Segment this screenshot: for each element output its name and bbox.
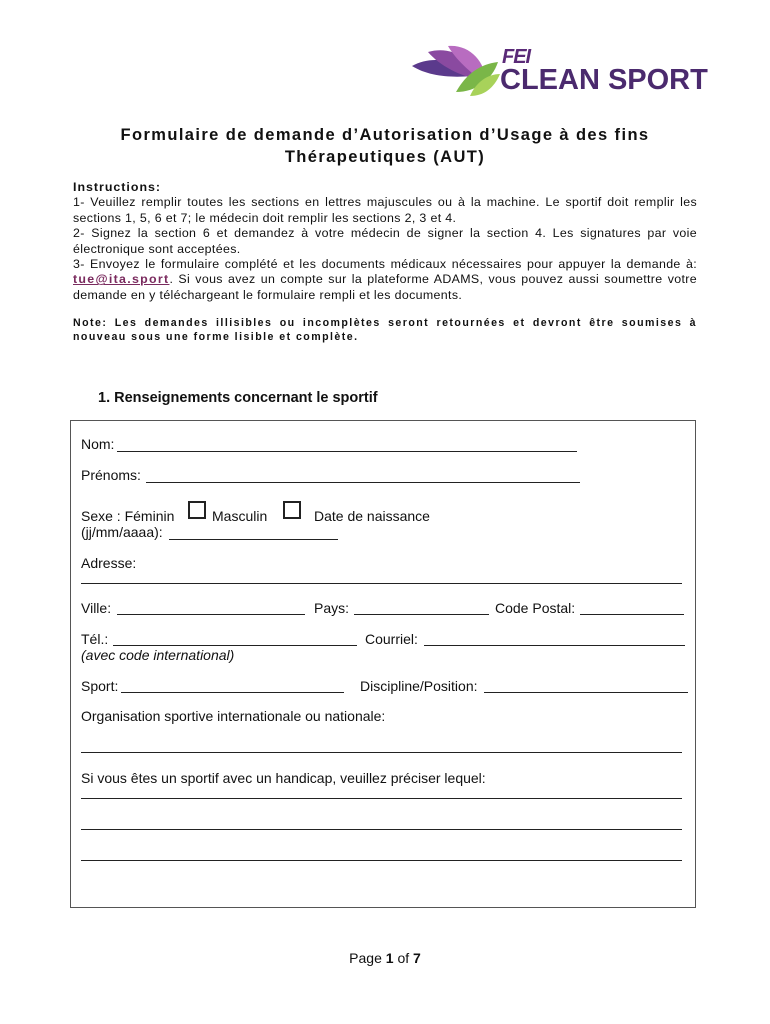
instructions — [73, 180, 697, 303]
instruction-item-3-text-after: . Si vous avez un compte sur la plateforme ADAMS, vous pouvez aussi soumettre votre demande en y téléchargeant le formulaire rempli et les documents. — [73, 272, 697, 302]
pays-field[interactable] — [354, 614, 489, 615]
code-postal-label: Code Postal: — [495, 600, 576, 616]
note-text: Note: Les demandes illisibles ou incomplètes seront retournées et devront être soumises à nouveau sous une forme lisible et complète. — [73, 317, 697, 343]
page-label: Page — [349, 950, 382, 966]
courriel-field[interactable] — [424, 645, 685, 646]
instruction-item-2: 2- Signez la section 6 et demandez à votre médecin de signer la section 4. Les signatures par voie électronique sont acceptées. — [73, 226, 697, 256]
page-total: 7 — [413, 950, 421, 966]
tel-field[interactable] — [113, 645, 357, 646]
prenoms-label: Prénoms: — [81, 467, 141, 483]
feminin-checkbox[interactable] — [188, 501, 206, 519]
sexe-feminin-label: Sexe : Féminin — [81, 508, 175, 524]
form-title-line1: Formulaire de demande d’Autorisation d’Usage à des fins — [120, 126, 650, 144]
date-naissance-field[interactable] — [169, 539, 338, 540]
handicap-label: Si vous êtes un sportif avec un handicap, veuillez préciser lequel: — [81, 770, 486, 786]
organisation-label: Organisation sportive internationale ou nationale: — [81, 708, 386, 724]
page-footer — [0, 950, 770, 966]
of-label: of — [397, 950, 410, 966]
handicap-field-line-1[interactable] — [81, 798, 682, 799]
logo-clean-sport-text: CLEAN SPORT — [500, 64, 708, 96]
discipline-label: Discipline/Position: — [360, 678, 478, 694]
tel-label: Tél.: — [81, 631, 109, 647]
email-link[interactable]: tue@ita.sport — [73, 272, 170, 287]
date-naissance-label: Date de naissance — [314, 508, 430, 524]
instruction-item-3 — [73, 257, 697, 303]
nom-label: Nom: — [81, 436, 115, 452]
page-number: 1 — [385, 950, 394, 966]
instruction-item-3-text: 3- Envoyez le formulaire complété et les documents médicaux nécessaires pour appuyer la demande à: — [73, 257, 697, 272]
instructions-heading: Instructions: — [73, 180, 162, 194]
date-format-label: (jj/mm/aaaa): — [81, 524, 163, 540]
discipline-field[interactable] — [484, 692, 688, 693]
handicap-field-line-3[interactable] — [81, 860, 682, 861]
form-title — [40, 124, 730, 168]
ville-label: Ville: — [81, 600, 112, 616]
fei-clean-sport-logo — [410, 40, 708, 102]
section-1-title: 1. Renseignements concernant le sportif — [98, 390, 378, 406]
form-title-line2: Thérapeutiques (AUT) — [284, 148, 486, 166]
instruction-item-1: 1- Veuillez remplir toutes les sections en lettres majuscules ou à la machine. Le sportif doit remplir les sections 1, 5, 6 et 7; le médecin doit remplir les sections 2, 3 et 4. — [73, 195, 697, 225]
leaf-logo-icon — [410, 42, 500, 98]
nom-field[interactable] — [117, 451, 577, 452]
organisation-field[interactable] — [81, 752, 682, 753]
code-postal-field[interactable] — [580, 614, 684, 615]
logo-fei-text: FEI — [502, 46, 531, 68]
ville-field[interactable] — [117, 614, 305, 615]
tel-note-label: (avec code international) — [81, 647, 235, 663]
sport-label: Sport: — [81, 678, 119, 694]
pays-label: Pays: — [314, 600, 350, 616]
athlete-info-box — [70, 420, 696, 908]
prenoms-field[interactable] — [146, 482, 580, 483]
sport-field[interactable] — [121, 692, 344, 693]
masculin-label: Masculin — [212, 508, 268, 524]
masculin-checkbox[interactable] — [283, 501, 301, 519]
adresse-field[interactable] — [81, 583, 682, 584]
adresse-label: Adresse: — [81, 555, 137, 571]
courriel-label: Courriel: — [365, 631, 418, 647]
handicap-field-line-2[interactable] — [81, 829, 682, 830]
